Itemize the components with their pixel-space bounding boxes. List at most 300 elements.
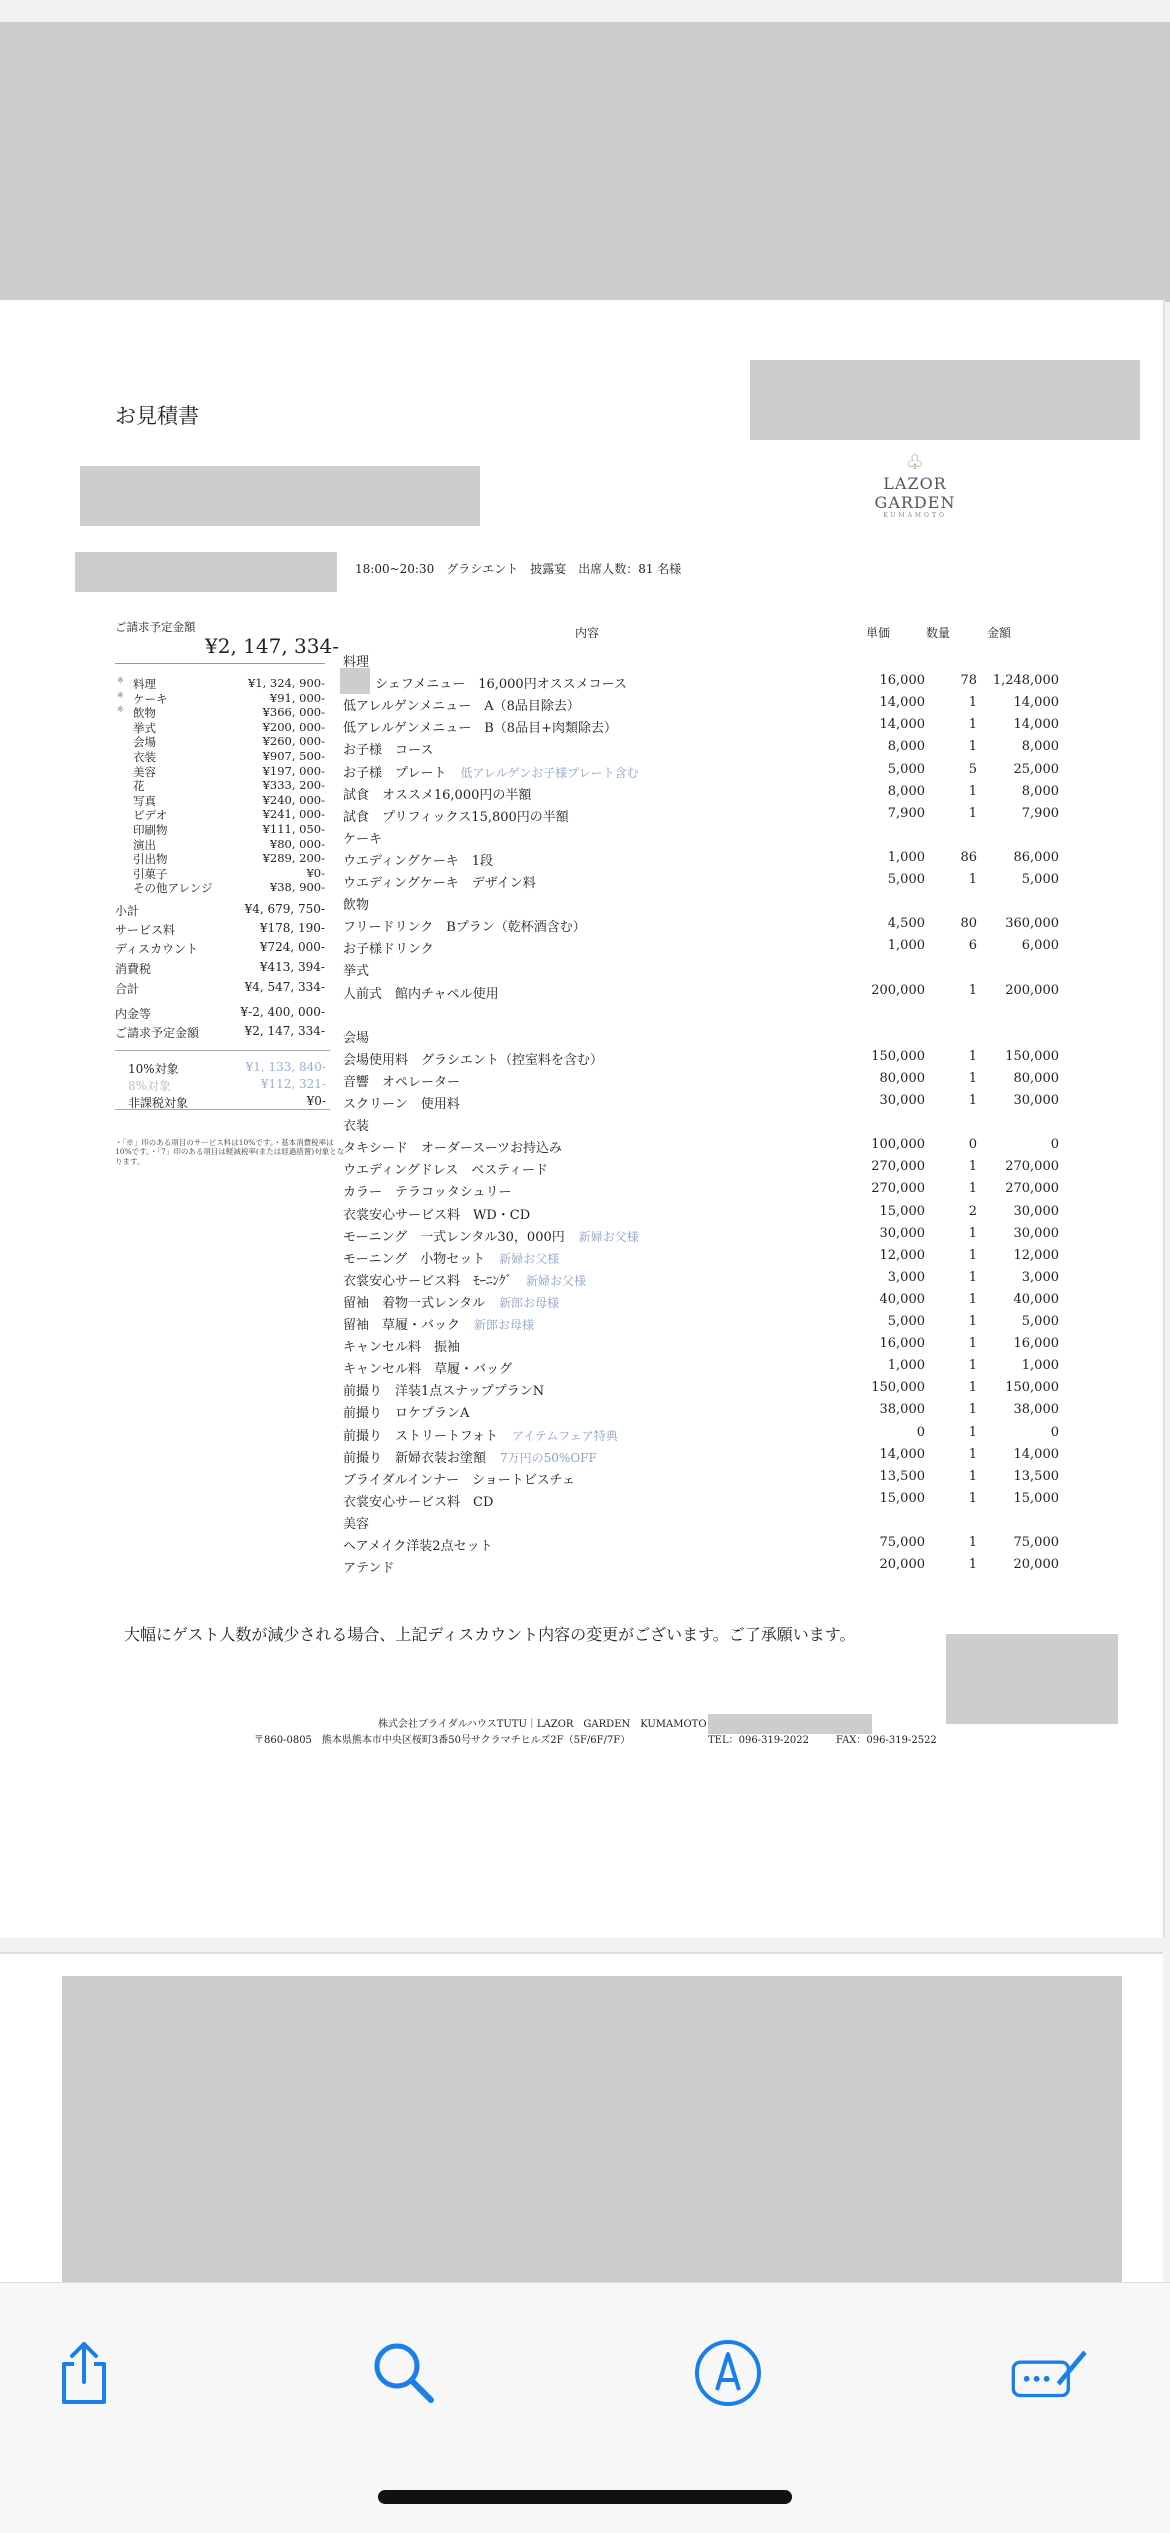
item-name (343, 717, 617, 736)
item-quantity: 1 (968, 1070, 977, 1086)
table-row (343, 1137, 1063, 1159)
item-quantity: 1 (968, 1181, 977, 1197)
table-row (343, 1380, 1063, 1402)
section-label: 挙式 (343, 964, 370, 980)
table-row (343, 1204, 1063, 1226)
summary-total-value: ¥-2, 400, 000- (240, 1005, 325, 1019)
item-name (343, 872, 536, 891)
summary-item (115, 793, 325, 808)
summary-item-value: ¥38, 900- (269, 880, 325, 895)
table-row (343, 739, 1063, 761)
item-unit-price: 14,000 (879, 1446, 925, 1462)
table-row (343, 1181, 1063, 1203)
item-name-text: カラー テラコッタシュリー (343, 1185, 512, 1201)
table-row (343, 1049, 1063, 1071)
share-button[interactable] (44, 2333, 124, 2413)
item-quantity: 1 (968, 1535, 977, 1550)
item-unit-price: 0 (916, 1424, 925, 1440)
summary-item-label: 美容 (133, 764, 156, 779)
item-unit-price: 40,000 (879, 1291, 925, 1307)
tax-row (128, 1060, 326, 1078)
item-name-text: 低アレルゲンメニュー B（8品目+肉類除去） (343, 721, 617, 737)
summary-item-label: 挙式 (133, 720, 156, 735)
item-name-text: ウエディングドレス ベスティード (343, 1163, 549, 1179)
section-label: 料理 (343, 655, 370, 670)
item-quantity: 1 (968, 717, 977, 733)
section-label: 飲物 (343, 898, 370, 914)
item-name (343, 983, 499, 1002)
table-row (343, 1336, 1063, 1358)
item-unit-price: 1,000 (887, 849, 925, 865)
item-quantity: 1 (968, 1424, 977, 1440)
redacted-name-block (80, 466, 480, 526)
item-quantity: 1 (968, 1380, 977, 1396)
logo-sub: KUMAMOTO (883, 512, 947, 519)
table-section (343, 894, 1063, 916)
item-unit-price: 16,000 (879, 673, 925, 689)
summary-item-label: 花 (133, 779, 145, 794)
markup-icon (693, 2338, 763, 2408)
item-quantity: 86 (960, 849, 977, 865)
item-name-text: 会場使用料 グラシエント（控室料を含む） (343, 1052, 604, 1068)
table-row (343, 1358, 1063, 1380)
item-quantity: 2 (968, 1203, 977, 1219)
item-amount: 7,900 (1021, 805, 1059, 821)
document-page (0, 300, 1165, 1938)
redacted-page-2 (62, 1976, 1122, 2292)
tax-row-label: 非課税対象 (128, 1096, 189, 1110)
item-amount: 8,000 (1021, 783, 1059, 799)
item-quantity: 80 (960, 916, 977, 932)
item-name-text: 前撮り ロケプランA (343, 1406, 470, 1422)
item-name-text: 音響 オペレーター (343, 1074, 461, 1090)
redacted-stamp (946, 1634, 1118, 1724)
item-amount: 14,000 (1013, 1446, 1059, 1462)
item-amount: 5,000 (1021, 1314, 1059, 1329)
summary-item-value: ¥260, 000- (262, 734, 325, 749)
item-amount: 14,000 (1013, 695, 1059, 711)
table-row (343, 784, 1063, 806)
summary-total-value: ¥178, 190- (259, 921, 325, 935)
item-quantity: 1 (968, 1269, 977, 1285)
summary-item-value: ¥1, 324, 900- (247, 676, 325, 690)
item-quantity: 1 (968, 1225, 977, 1241)
summary-item (115, 880, 325, 895)
tax-row (128, 1094, 326, 1112)
summary-footnote: ・「※」印のある項目のサービス料は10%です。・基本消費税率は10%です。・「7」印のある項目は軽減税率(または経過措置)対象となります。 (115, 1138, 345, 1166)
item-unit-price: 5,000 (887, 872, 925, 887)
table-row (343, 1226, 1063, 1248)
footer-company: 株式会社ブライダルハウスTUTU｜LAZOR GARDEN KUMAMOTO (378, 1719, 707, 1730)
summary-item-value: ¥0- (306, 865, 325, 880)
item-amount: 86,000 (1013, 849, 1059, 865)
item-note: 新婦お父様 (499, 1251, 560, 1266)
item-unit-price: 4,500 (887, 916, 925, 932)
item-unit-price: 5,000 (887, 761, 925, 777)
redacted-header-block (0, 22, 1170, 302)
item-amount: 25,000 (1013, 761, 1059, 777)
redacted-address-block (750, 360, 1140, 440)
item-amount: 30,000 (1013, 1203, 1059, 1219)
item-quantity: 1 (968, 805, 977, 821)
logo-emblem-icon: ♧ (906, 450, 924, 474)
table-row (343, 916, 1063, 938)
item-name-text: 衣裳安心サービス料 WD・CD (343, 1207, 531, 1223)
summary-item-label: 料理 (133, 677, 156, 691)
item-name (343, 739, 433, 758)
item-name-text: 試食 プリフィックス15,800円の半額 (343, 809, 569, 825)
summary-item-value: ¥80, 000- (269, 836, 325, 851)
item-name (343, 1425, 618, 1444)
table-row (343, 806, 1063, 828)
item-name-text: キャンセル料 振袖 (343, 1340, 461, 1356)
summary-item-label: ビデオ (133, 808, 168, 823)
summary-item-value: ¥197, 000- (262, 763, 325, 778)
item-name-text: アテンド (343, 1561, 395, 1577)
item-unit-price: 16,000 (879, 1336, 925, 1352)
table-row (343, 1270, 1063, 1292)
item-name-text: お子様 コース (343, 743, 434, 759)
summary-item (115, 807, 325, 822)
item-quantity: 1 (968, 1314, 977, 1329)
summary-item-label: 引出物 (133, 852, 168, 867)
summary-item-value: ¥241, 000- (262, 807, 325, 822)
item-quantity: 1 (968, 1490, 977, 1506)
table-row (343, 1535, 1063, 1557)
item-quantity: 1 (968, 1247, 977, 1263)
summary-total-row (115, 940, 325, 958)
item-amount: 14,000 (1013, 717, 1059, 733)
summary-total-row (115, 1024, 325, 1042)
item-amount: 12,000 (1013, 1247, 1059, 1263)
item-name-text: ブライダルインナー ショートビスチェ (343, 1472, 576, 1488)
item-name-text: ヘアメイク洋装2点セット (343, 1539, 493, 1554)
item-name (343, 1270, 586, 1289)
event-info: 18:00~20:30 グラシエント 披露宴 出席人数：81 名様 (355, 562, 682, 576)
item-note: 7万円の50%OFF (500, 1450, 597, 1465)
col-amount-header: 金額 (987, 626, 1012, 640)
summary-total-label: 小計 (115, 904, 140, 918)
item-name (343, 1535, 493, 1554)
item-name-text: 前撮り ストリートフォト (343, 1428, 498, 1444)
summary-item (115, 764, 325, 779)
summary-item (115, 734, 325, 749)
item-unit-price: 1,000 (887, 938, 925, 954)
item-amount: 40,000 (1013, 1291, 1059, 1307)
summary-item (115, 837, 325, 852)
item-amount: 270,000 (1005, 1159, 1059, 1175)
item-quantity: 5 (968, 761, 977, 777)
item-unit-price: 30,000 (879, 1093, 925, 1108)
item-unit-price: 75,000 (879, 1535, 925, 1550)
item-name-text: タキシード オーダースーツお持込み (343, 1141, 563, 1157)
summary-item-label: 飲物 (133, 706, 156, 721)
item-name-text: モーニング 小物セット (343, 1251, 486, 1267)
summary-total-row (115, 1005, 325, 1023)
item-amount: 0 (1050, 1424, 1059, 1440)
item-name-text: 留袖 着物一式レンタル (343, 1295, 486, 1311)
item-name (343, 1314, 534, 1333)
item-unit-price: 13,500 (879, 1468, 925, 1484)
item-amount: 150,000 (1005, 1048, 1059, 1064)
item-name-text: 留袖 草履・バック (343, 1318, 461, 1333)
col-unit-header: 単価 (866, 626, 891, 640)
summary-total-label: 消費税 (115, 962, 152, 976)
item-name-text: 前撮り 洋装1点スナッププランN (343, 1384, 545, 1400)
item-name (343, 1159, 548, 1178)
search-icon (369, 2338, 439, 2408)
markup-button[interactable] (688, 2333, 768, 2413)
item-quantity: 1 (968, 1093, 977, 1108)
item-quantity: 1 (968, 1446, 977, 1462)
discount-notice: 大幅にゲスト人数が減少される場合、上記ディスカウント内容の変更がございます。ご了承願います。 (124, 1625, 856, 1644)
item-amount: 38,000 (1013, 1402, 1059, 1418)
tax-row-value: ¥112, 321- (260, 1077, 326, 1091)
item-unit-price: 1,000 (887, 1358, 925, 1374)
summary-item-value: ¥289, 200- (262, 851, 325, 866)
summary-total-value: ¥724, 000- (259, 940, 325, 954)
item-name (343, 1469, 575, 1488)
item-unit-price: 270,000 (871, 1181, 925, 1197)
summary-total-value: ¥413, 394- (259, 960, 325, 974)
summary-item-label: 衣装 (133, 750, 156, 764)
document-title: お見積書 (115, 404, 199, 428)
redacted-footer-url (708, 1714, 872, 1734)
summary-item (115, 866, 325, 881)
table-row (343, 872, 1063, 894)
item-name-text: 試食 オススメ16,000円の半額 (343, 787, 532, 803)
table-row (343, 1425, 1063, 1447)
summary-item-value: ¥366, 000- (262, 705, 325, 720)
share-icon (52, 2338, 116, 2408)
item-name-text: 人前式 館内チャペル使用 (343, 986, 499, 1002)
item-quantity: 1 (968, 1159, 977, 1175)
item-name (343, 1557, 394, 1576)
table-row (343, 1447, 1063, 1469)
col-qty-header: 数量 (926, 626, 951, 640)
item-name (343, 1181, 511, 1200)
table-row (343, 1491, 1063, 1513)
item-amount: 5,000 (1021, 872, 1059, 887)
table-row (343, 1292, 1063, 1314)
summary-item-value: ¥200, 000- (262, 719, 325, 734)
item-amount: 80,000 (1013, 1070, 1059, 1086)
table-row (343, 1248, 1063, 1270)
summary-total-label: 合計 (115, 982, 140, 996)
table-row (343, 717, 1063, 739)
tax-row-value: ¥0- (306, 1094, 326, 1108)
table-row (343, 762, 1063, 784)
item-unit-price: 80,000 (879, 1070, 925, 1086)
table-section (343, 1513, 1063, 1535)
summary-item (115, 778, 325, 793)
summary-item (115, 705, 325, 720)
item-name-text: 前撮り 新婦衣装お塗額 (343, 1450, 487, 1466)
table-row (343, 983, 1063, 1005)
item-amount: 30,000 (1013, 1225, 1059, 1241)
item-name (343, 938, 434, 957)
table-row (343, 1314, 1063, 1336)
summary-item-label: その他アレンジ (133, 881, 213, 896)
item-name-text: 衣裳安心サービス料 ﾓｰﾆﾝｸﾞ (343, 1273, 513, 1289)
item-note: 低アレルゲンお子様プレート含む (460, 765, 639, 780)
item-name (343, 1226, 639, 1245)
item-name-text: スクリーン 使用料 (343, 1097, 460, 1112)
item-quantity: 1 (968, 1557, 977, 1573)
item-quantity: 1 (968, 872, 977, 887)
footer-fax: FAX：096-319-2522 (836, 1735, 937, 1746)
item-quantity: 1 (968, 1402, 977, 1418)
item-unit-price: 15,000 (879, 1490, 925, 1506)
item-amount: 1,000 (1021, 1358, 1059, 1374)
item-quantity: 78 (960, 673, 977, 689)
item-amount: 6,000 (1021, 938, 1059, 954)
item-name (343, 916, 586, 935)
item-unit-price: 270,000 (871, 1159, 925, 1175)
item-name (343, 850, 493, 869)
summary-item-value: ¥111, 050- (262, 822, 325, 836)
search-button[interactable] (364, 2333, 444, 2413)
summary-item-label: 会場 (133, 735, 156, 750)
item-quantity: 1 (968, 783, 977, 799)
item-name (343, 784, 531, 803)
item-unit-price: 30,000 (879, 1225, 925, 1241)
item-unit-price: 200,000 (871, 982, 925, 998)
item-name (343, 762, 639, 781)
summary-label: ご請求予定金額 (115, 620, 196, 634)
item-name-text: ウエディングケーキ デザイン料 (343, 876, 536, 891)
summary-item-label: ケーキ (133, 691, 168, 706)
item-amount: 16,000 (1013, 1336, 1059, 1352)
item-amount: 270,000 (1005, 1181, 1059, 1197)
redacted-date-block (75, 552, 337, 592)
table-row (343, 1402, 1063, 1424)
item-name (343, 1137, 562, 1156)
summary-total-row (115, 902, 325, 920)
summary-item-mark: ※ (117, 705, 124, 715)
item-note: 新郎お母様 (499, 1295, 560, 1310)
item-quantity: 1 (968, 1468, 977, 1484)
signature-icon (1010, 2338, 1090, 2408)
item-quantity: 1 (968, 1048, 977, 1064)
item-amount: 200,000 (1005, 982, 1059, 998)
table-row (343, 1557, 1063, 1579)
summary-total-label: サービス料 (115, 923, 176, 937)
table-row (343, 850, 1063, 872)
item-name (343, 1358, 512, 1377)
item-amount: 1,248,000 (992, 673, 1059, 689)
table-row (343, 1159, 1063, 1181)
item-amount: 150,000 (1005, 1380, 1059, 1396)
item-name-text: お子様ドリンク (343, 942, 434, 958)
summary-total-label: ディスカウント (115, 942, 199, 956)
section-label: ケーキ (343, 831, 383, 847)
summary-amount: ¥2, 147, 334- (205, 634, 339, 658)
summary-item-value: ¥333, 200- (262, 778, 325, 793)
item-name (375, 673, 627, 692)
summary-item (115, 851, 325, 866)
item-unit-price: 5,000 (887, 1314, 925, 1329)
item-unit-price: 3,000 (887, 1269, 925, 1285)
tax-row-label: 8%対象 (128, 1079, 172, 1093)
summary-item-label: 印刷物 (133, 823, 168, 837)
tax-row-value: ¥1, 133, 840- (245, 1060, 326, 1074)
summary-item-value: ¥907, 500- (262, 749, 325, 763)
item-amount: 0 (1050, 1137, 1059, 1153)
item-unit-price: 38,000 (879, 1402, 925, 1418)
item-note: 新婦お父様 (578, 1229, 639, 1244)
item-name (343, 1292, 559, 1311)
col-content-header: 内容 (575, 626, 600, 640)
summary-total-value: ¥4, 679, 750- (244, 902, 325, 916)
item-name-text: シェフメニュー 16,000円オススメコース (375, 677, 627, 693)
item-name (343, 1093, 460, 1112)
home-indicator[interactable] (378, 2490, 792, 2504)
item-unit-price: 8,000 (887, 783, 925, 799)
item-amount: 3,000 (1021, 1269, 1059, 1285)
summary-item (115, 749, 325, 764)
summary-total-row (115, 980, 325, 998)
item-amount: 360,000 (1005, 916, 1059, 932)
table-row (343, 673, 1063, 695)
item-name (343, 1491, 493, 1510)
summary-item (115, 720, 325, 735)
item-unit-price: 8,000 (887, 739, 925, 755)
item-unit-price: 20,000 (879, 1557, 925, 1573)
item-name (343, 1248, 559, 1267)
summary-item-mark: ※ (117, 690, 124, 700)
table-row (343, 695, 1063, 717)
item-unit-price: 15,000 (879, 1203, 925, 1219)
section-label: 衣装 (343, 1119, 370, 1135)
summary-item-label: 引菓子 (133, 866, 168, 881)
item-name (343, 1071, 460, 1090)
item-amount: 8,000 (1021, 739, 1059, 755)
summary-item (115, 822, 325, 837)
table-section (343, 1115, 1063, 1137)
item-quantity: 1 (968, 1291, 977, 1307)
item-name-text: キャンセル料 草履・バッグ (343, 1362, 513, 1378)
item-name (343, 695, 580, 714)
item-quantity: 1 (968, 695, 977, 711)
footer-address: 〒860-0805 熊本県熊本市中央区桜町3番50号サクラマチヒルズ2F（5F/6F/7F） (254, 1735, 631, 1746)
summary-total-row (115, 921, 325, 939)
item-name-text: フリードリンク Bプラン（乾杯酒含む） (343, 920, 586, 936)
item-note: 新郎お母様 (474, 1318, 535, 1332)
item-note: 新婦お父様 (526, 1273, 587, 1288)
summary-total-row (115, 960, 325, 978)
table-row (343, 938, 1063, 960)
table-row (343, 1093, 1063, 1115)
summary-total-label: 内金等 (115, 1007, 152, 1021)
item-name-text: お子様 プレート (343, 765, 447, 781)
item-note: アイテムフェア特典 (511, 1428, 618, 1443)
tax-row-label: 10%対象 (128, 1062, 179, 1076)
item-unit-price: 14,000 (879, 695, 925, 711)
item-quantity: 1 (968, 739, 977, 755)
signature-button[interactable] (1010, 2333, 1090, 2413)
summary-total-label: ご請求予定金額 (115, 1026, 200, 1040)
summary-item-value: ¥240, 000- (262, 792, 325, 807)
item-amount: 75,000 (1013, 1535, 1059, 1550)
venue-logo (840, 450, 990, 519)
table-section (343, 960, 1063, 982)
table-section (343, 828, 1063, 850)
logo-name: LAZOR GARDEN (874, 474, 956, 512)
item-quantity: 1 (968, 982, 977, 998)
item-unit-price: 150,000 (871, 1048, 925, 1064)
summary-underline (115, 663, 325, 664)
